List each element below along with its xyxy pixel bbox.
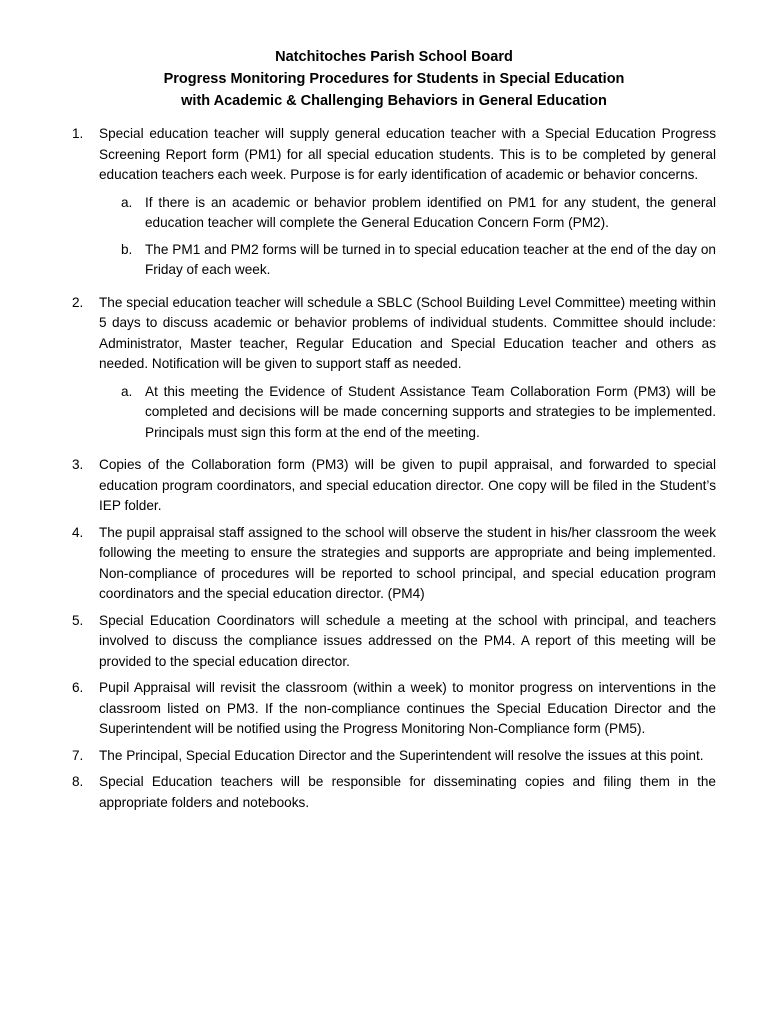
sub-item-2a (99, 382, 716, 444)
sub-item-1b (99, 240, 716, 281)
sub-item-letter: b. (121, 241, 133, 257)
item-number: 7. (72, 747, 84, 763)
procedure-item-5 (72, 611, 716, 673)
item-text: Special Education teachers will be responsible for disseminating copies and filing them in the appropriate folders and notebooks. (99, 774, 716, 810)
item-number: 3. (72, 457, 84, 472)
item-text: The pupil appraisal staff assigned to the school will observe the student in his/her classroom the week following the meeting to ensure the strategies and supports are appropriate and being implemented. Non-compliance of procedures will be reported to school principal, and special education program coordinators and the special education director. (PM4) (99, 524, 716, 601)
document-page (72, 46, 716, 819)
procedure-item-3 (72, 455, 716, 517)
title-line-3: with Academic & Challenging Behaviors in General Education (181, 93, 607, 109)
item-number: 6. (72, 680, 84, 695)
item-text: The Principal, Special Education Director and the Superintendent will resolve the issues at this point. (99, 747, 704, 763)
item-number: 1. (72, 126, 84, 141)
procedure-list (72, 124, 716, 813)
procedure-item-8 (72, 772, 716, 813)
item-text: The special education teacher will schedule a SBLC (School Building Level Committee) meeting within 5 days to discuss academic or behavior problems of individual students. Committee should include: Administrator, Master teacher, Regular Education and Special Education teacher and others as needed. Notification will be given to support staff as needed. (99, 294, 716, 371)
item-text: Special Education Coordinators will schedule a meeting at the school with principal, and teachers involved to discuss the compliance issues addressed on the PM4. A report of this meeting will be provided to the special education director. (99, 612, 716, 669)
document-title (72, 46, 716, 112)
sub-item-letter: a. (121, 383, 133, 399)
item-number: 8. (72, 774, 84, 789)
sub-item-text: The PM1 and PM2 forms will be turned in to special education teacher at the end of the day on Friday of each week. (145, 241, 716, 277)
item-number: 2. (72, 294, 84, 310)
sub-item-text: At this meeting the Evidence of Student Assistance Team Collaboration Form (PM3) will be completed and decisions will be made concerning supports and strategies to be implemented. Principals must sign this form at the end of the meeting. (145, 383, 716, 440)
procedure-item-7 (72, 746, 716, 767)
procedure-item-2 (72, 293, 716, 450)
item-text: Pupil Appraisal will revisit the classroom (within a week) to monitor progress on interventions in the classroom listed on PM3. If the non-compliance continues the Special Education Director and the Superintendent will be notified using the Progress Monitoring Non-Compliance form (PM5). (99, 680, 716, 736)
item-text: Special education teacher will supply general education teacher with a Special Education Progress Screening Report form (PM1) for all special education students. This is to be completed by general education teachers each week. Purpose is for early identification of academic or behavior concerns. (99, 126, 716, 182)
title-line-2: Progress Monitoring Procedures for Students in Special Education (163, 71, 625, 87)
procedure-item-1 (72, 124, 716, 287)
sub-item-1a (99, 193, 716, 234)
item-text: Copies of the Collaboration form (PM3) will be given to pupil appraisal, and forwarded to special education program coordinators, and special education director. One copy will be filed in the Student’s IEP folder. (99, 457, 716, 513)
sub-item-text: If there is an academic or behavior problem identified on PM1 for any student, the general education teacher will complete the General Education Concern Form (PM2). (145, 194, 716, 230)
sub-list (99, 193, 716, 281)
sub-list (99, 382, 716, 444)
item-number: 4. (72, 524, 84, 540)
sub-item-letter: a. (121, 194, 133, 210)
procedure-item-6 (72, 678, 716, 740)
procedure-item-4 (72, 523, 716, 605)
item-number: 5. (72, 612, 84, 628)
title-line-1: Natchitoches Parish School Board (275, 49, 513, 65)
